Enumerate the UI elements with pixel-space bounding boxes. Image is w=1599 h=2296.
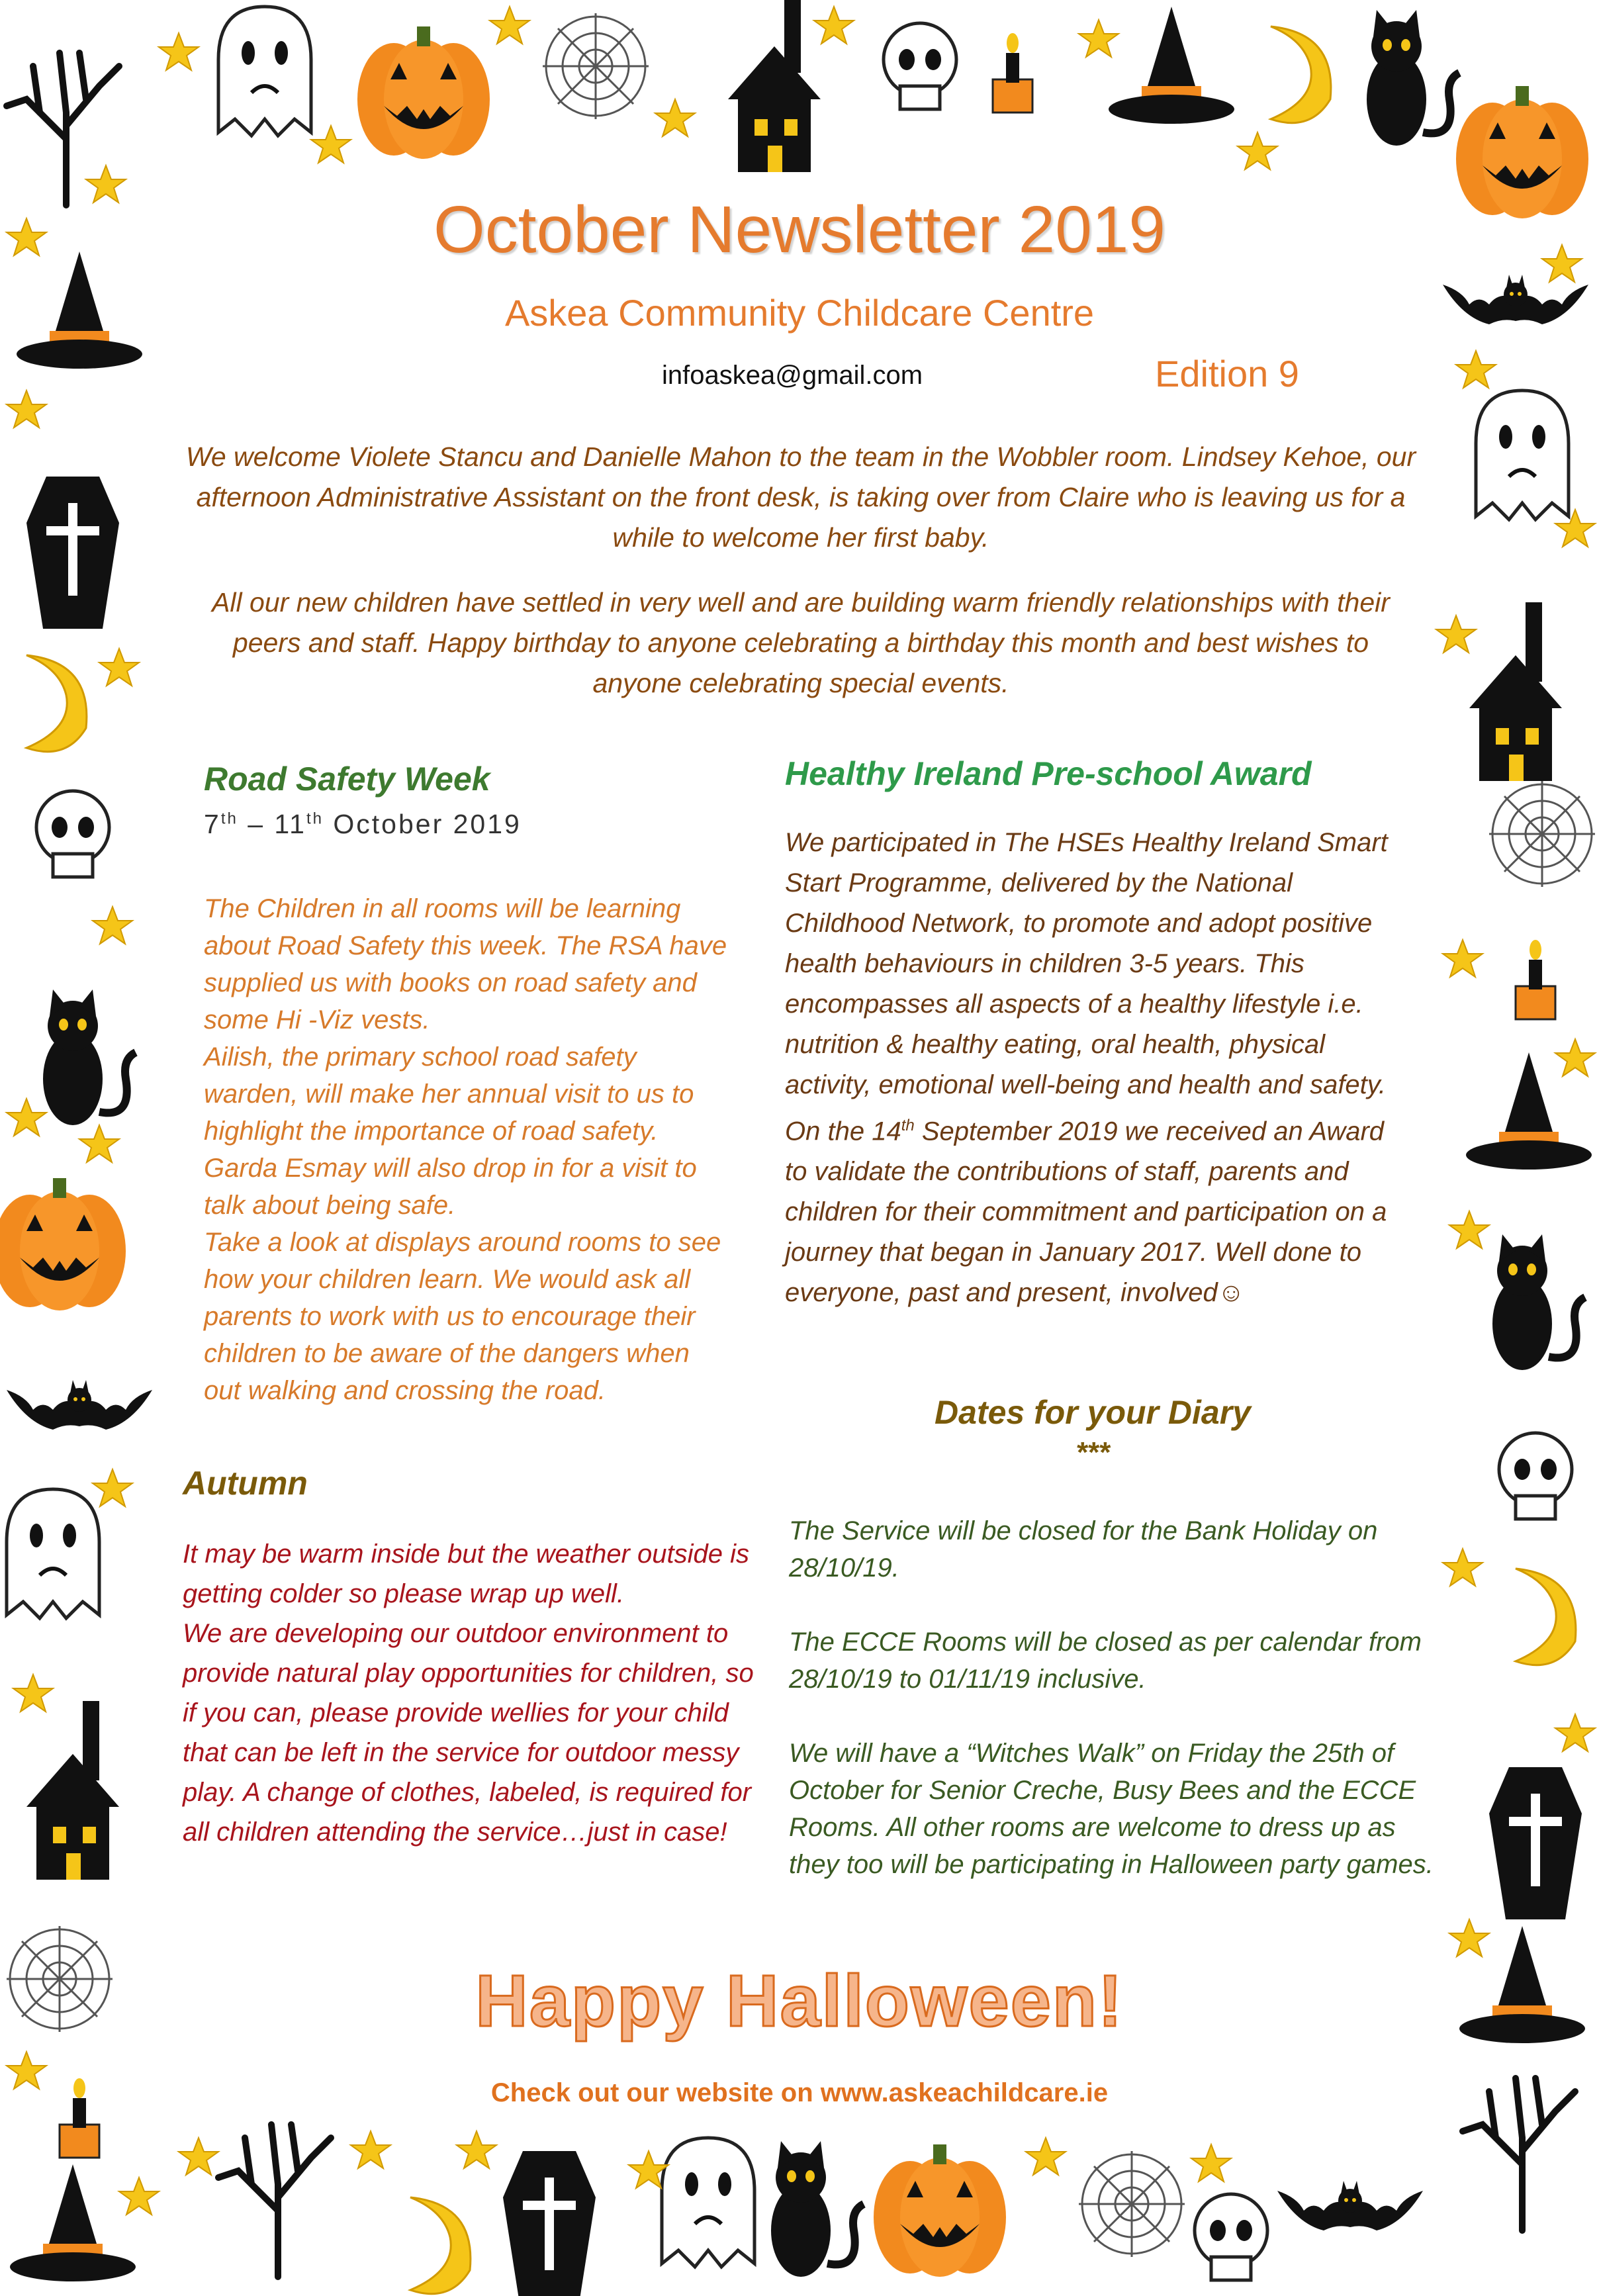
website-link[interactable]: Check out our website on www.askeachildcare.ie	[490, 2078, 1109, 2107]
intro-paragraph-welcome: We welcome Violete Stancu and Danielle Mahon to the team in the Wobbler room. Lindsey Kehoe, our afternoon Administrative Assistant on the front desk, is taking over from Claire who is leaving us for a while to welcome her first baby.	[185, 441, 1416, 553]
diary-item: The Service will be closed for the Bank Holiday on 28/10/19.	[789, 1516, 1378, 1583]
diary-item: We will have a “Witches Walk” on Friday the 25th of October for Senior Creche, Busy Bees and the ECCE Rooms. All other rooms are welcome to dress up as they too will be participating in Halloween party games.	[789, 1739, 1434, 1879]
contact-email[interactable]: infoaskea@gmail.com	[662, 361, 923, 390]
healthy-ireland-heading: Healthy Ireland Pre-school Award	[785, 755, 1312, 792]
diary-item: The ECCE Rooms will be closed as per calendar from 28/10/19 to 01/11/19 inclusive.	[789, 1628, 1422, 1694]
autumn-paragraph: It may be warm inside but the weather outside is getting colder so please wrap up well.	[183, 1539, 749, 1608]
edition-label: Edition 9	[1155, 353, 1299, 394]
intro-paragraph-settled: All our new children have settled in very well and are building warm friendly relationships with their peers and staff. Happy birthday to anyone celebrating a birthday this month and best wishes to anyone celebrating special events.	[212, 587, 1390, 698]
diary-list	[789, 1512, 1438, 1883]
healthy-ireland-body	[785, 823, 1400, 1313]
autumn-heading: Autumn	[183, 1465, 308, 1502]
healthy-ireland-paragraph: We participated in The HSEs Healthy Ireland Smart Start Programme, delivered by the National Childhood Network, to promote and adopt positive health behaviours in children 3-5 years. This encompasses all aspects of a healthy lifestyle i.e. nutrition & healthy eating, oral health, physical activity, emotional well-being and health and safety.	[785, 828, 1388, 1099]
road-safety-dates: 7th – 11th October 2019	[204, 809, 522, 839]
newsletter-title: October Newsletter 2019	[433, 193, 1166, 267]
diary-heading: Dates for your Diary	[935, 1394, 1251, 1431]
healthy-ireland-award-paragraph: On the 14th September 2019 we received an Award to validate the contributions of staff, parents and children for their commitment and participation on a journey that began in January 2017. Well done to everyone, past and present, involved☺	[785, 1117, 1387, 1308]
autumn-paragraph: We are developing our outdoor environment to provide natural play opportunities for children, so if you can, please provide wellies for your child that can be left in the service for outdoor messy play. A change of clothes, labeled, is required for all children attending the service…just in case!	[183, 1619, 754, 1847]
road-safety-body	[204, 890, 733, 1409]
road-safety-paragraph: Take a look at displays around rooms to see how your children learn. We would ask all parents to work with us to encourage their children to be aware of the dangers when out walking and crossing the road.	[204, 1228, 721, 1405]
road-safety-paragraph: Ailish, the primary school road safety warden, will make her annual visit to us to highlight the importance of road safety.	[204, 1042, 694, 1146]
road-safety-paragraph: The Children in all rooms will be learning about Road Safety this week. The RSA have supplied us with books on road safety and some Hi -Viz vests.	[204, 894, 727, 1034]
autumn-body	[183, 1534, 758, 1852]
diary-stars: ***	[1075, 1436, 1110, 1469]
centre-name: Askea Community Childcare Centre	[504, 292, 1095, 334]
happy-halloween-banner: Happy Halloween!	[475, 1960, 1124, 2042]
road-safety-heading: Road Safety Week	[204, 760, 490, 798]
road-safety-paragraph: Garda Esmay will also drop in for a visit to talk about being safe.	[204, 1154, 697, 1220]
